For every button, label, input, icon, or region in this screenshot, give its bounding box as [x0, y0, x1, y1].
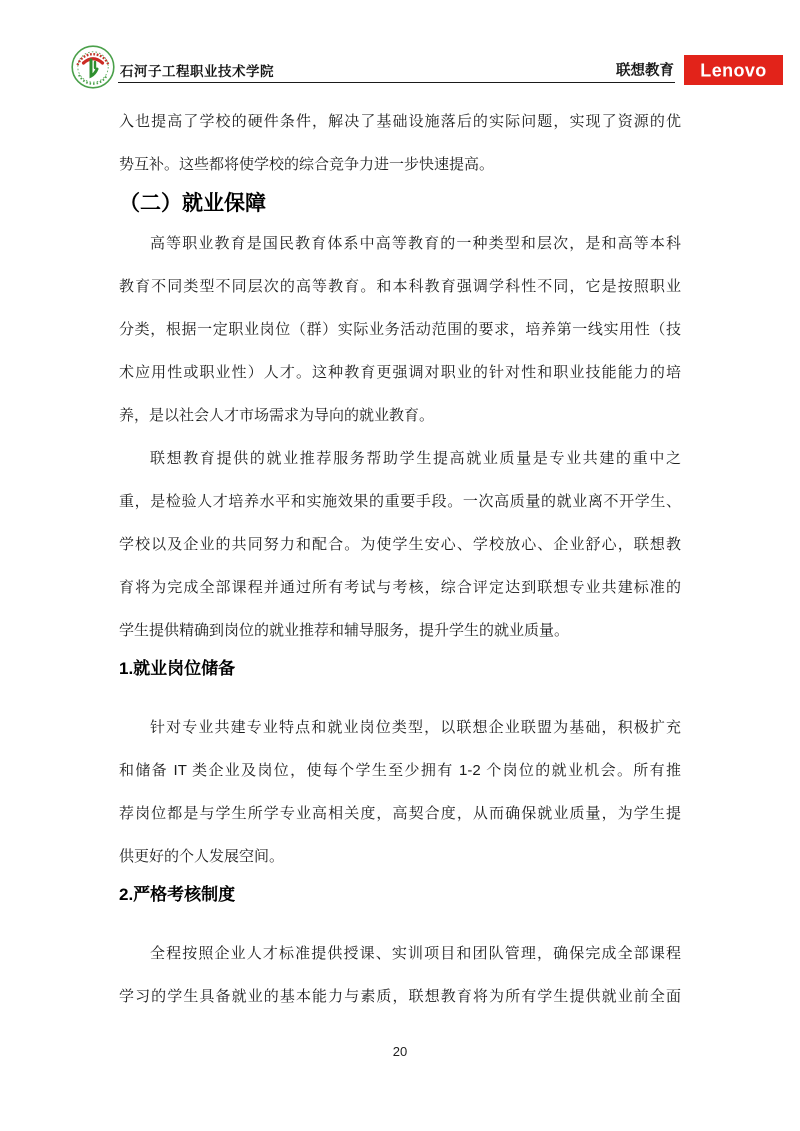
text-line: 分类，根据一定职业岗位（群）实际业务活动范围的要求，培养第一线实用性（技 — [119, 321, 681, 338]
text-line: 高等职业教育是国民教育体系中高等教育的一种类型和层次，是和高等本科 — [150, 235, 681, 252]
paragraph — [119, 706, 681, 878]
text-line: 学生提供精确到岗位的就业推荐和辅导服务，提升学生的就业质量。 — [119, 622, 570, 639]
brand-label: 联想教育 — [616, 63, 674, 79]
school-name: 石河子工程职业技术学院 — [120, 64, 274, 79]
page-footer — [0, 1044, 800, 1059]
text-line: 术应用性或职业性）人才。这种教育更强调对职业的针对性和职业技能能力的培 — [119, 364, 681, 381]
text-line: 入也提高了学校的硬件条件，解决了基础设施落后的实际问题，实现了资源的优 — [119, 113, 681, 130]
school-seal-icon — [71, 45, 115, 89]
text-line: 学习的学生具备就业的基本能力与素质，联想教育将为所有学生提供就业前全面 — [119, 988, 681, 1005]
text-line: 势互补。这些都将使学校的综合竞争力进一步快速提高。 — [119, 156, 495, 173]
paragraph — [119, 100, 681, 186]
lenovo-logo-text: Lenovo — [700, 59, 767, 81]
document-body — [119, 100, 681, 1018]
page-number: 20 — [392, 1044, 408, 1059]
text-line: 供更好的个人发展空间。 — [119, 848, 285, 865]
paragraph — [119, 437, 681, 652]
text-line: 针对专业共建专业特点和就业岗位类型，以联想企业联盟为基础，积极扩充 — [150, 719, 681, 736]
header-rule — [118, 82, 675, 83]
text-line: 教育不同类型不同层次的高等教育。和本科教育强调学科性不同，它是按照职业 — [119, 278, 681, 295]
text-line: 育将为完成全部课程并通过所有考试与考核，综合评定达到联想专业共建标准的 — [119, 579, 681, 596]
sub-heading: 2.严格考核制度 — [119, 885, 236, 904]
text-line: 和储备 IT 类企业及岗位，使每个学生至少拥有 1-2 个岗位的就业机会。所有推 — [119, 762, 681, 779]
paragraph — [119, 932, 681, 1018]
text-line: 养，是以社会人才市场需求为导向的就业教育。 — [119, 407, 435, 424]
text-line: 荐岗位都是与学生所学专业高相关度，高契合度，从而确保就业质量，为学生提 — [119, 805, 681, 822]
section-heading: （二）就业保障 — [119, 192, 266, 215]
sub-heading: 1.就业岗位储备 — [119, 659, 236, 678]
text-line: 学校以及企业的共同努力和配合。为使学生安心、学校放心、企业舒心，联想教 — [119, 536, 681, 553]
page-header — [0, 0, 800, 95]
paragraph — [119, 222, 681, 437]
text-line: 重，是检验人才培养水平和实施效果的重要手段。一次高质量的就业离不开学生、 — [119, 493, 681, 510]
text-line: 全程按照企业人才标准提供授课、实训项目和团队管理，确保完成全部课程 — [150, 945, 681, 962]
lenovo-logo — [684, 55, 783, 85]
text-line: 联想教育提供的就业推荐服务帮助学生提高就业质量是专业共建的重中之 — [150, 450, 681, 467]
